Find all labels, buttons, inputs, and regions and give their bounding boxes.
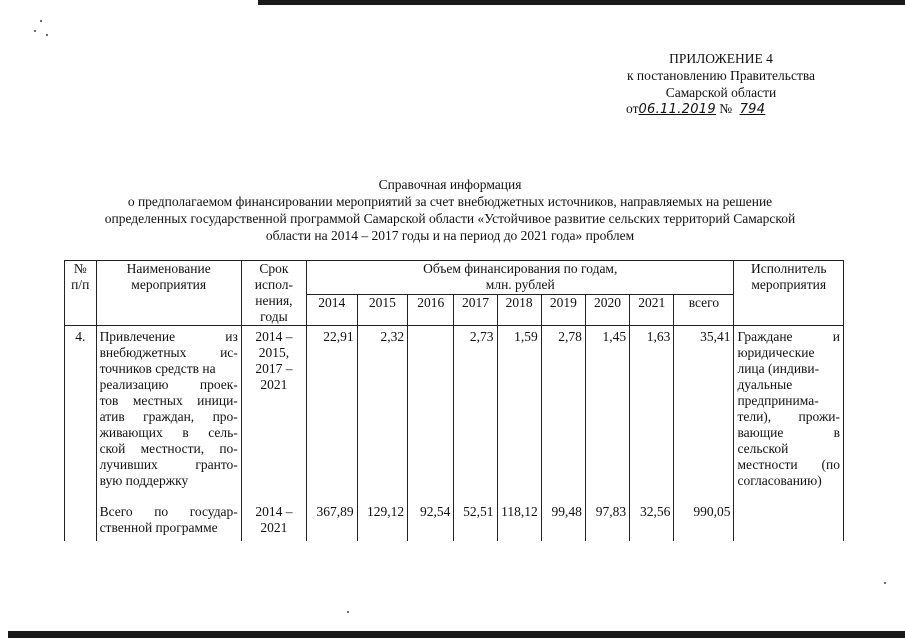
row-name-line: Привлечение из xyxy=(99,329,238,344)
total-exec xyxy=(734,497,844,541)
row-term-line: 2017 – xyxy=(255,361,293,376)
row-name-line: атив граждан, про- xyxy=(99,409,238,424)
year-2019: 2019 xyxy=(541,294,585,325)
header-name-l1: Наименование xyxy=(126,261,211,276)
year-2016: 2016 xyxy=(408,294,454,325)
row-exec xyxy=(734,326,844,498)
appendix-title: ПРИЛОЖЕНИЕ 4 xyxy=(669,51,773,66)
year-2018: 2018 xyxy=(497,294,541,325)
appendix-date-line xyxy=(626,101,791,117)
scan-speck xyxy=(884,582,886,584)
header-volume xyxy=(307,261,734,295)
row-term xyxy=(241,326,306,498)
header-volume-l2: млн. рублей xyxy=(485,277,555,292)
handwritten-number: 794 xyxy=(739,102,766,117)
total-2017: 52,51 xyxy=(454,497,497,541)
total-2021: 32,56 xyxy=(630,497,674,541)
row-exec-line: дуальные xyxy=(737,377,793,392)
date-prefix: от xyxy=(626,101,639,116)
scan-speck xyxy=(34,30,36,32)
value-2017: 2,73 xyxy=(454,326,497,498)
row-exec-line: сельской xyxy=(737,441,789,456)
row-exec-line: вающие в xyxy=(737,425,840,440)
row-exec-line: тели), прожи- xyxy=(737,409,840,424)
row-exec-line: согласованию) xyxy=(737,473,822,488)
year-2020: 2020 xyxy=(585,294,629,325)
total-term xyxy=(241,497,306,541)
header-name xyxy=(96,261,241,326)
value-2021: 1,63 xyxy=(630,326,674,498)
row-exec-line: юридические xyxy=(737,345,815,360)
total-2020: 97,83 xyxy=(585,497,629,541)
year-2021: 2021 xyxy=(630,294,674,325)
appendix-line2: Самарской области xyxy=(665,85,777,100)
total-2019: 99,48 xyxy=(541,497,585,541)
row-name xyxy=(96,326,241,498)
total-2018: 118,12 xyxy=(497,497,541,541)
value-2014: 22,91 xyxy=(307,326,358,498)
row-exec-line: местности (по xyxy=(737,457,840,472)
header-term-l2: испол- xyxy=(254,277,294,292)
row-name-line: ской местности, по- xyxy=(99,441,238,456)
year-2015: 2015 xyxy=(357,294,408,325)
table-row xyxy=(65,326,844,498)
total-term-line: 2014 – xyxy=(255,504,293,519)
heading-line1: Справочная информация xyxy=(378,177,522,192)
header-name-l2: мероприятия xyxy=(131,277,207,292)
appendix-line1: к постановлению Правительства xyxy=(626,68,816,83)
row-exec-line: предпринима- xyxy=(737,393,819,408)
total-term-line: 2021 xyxy=(260,520,288,535)
row-name-line: внебюджетных ис- xyxy=(99,345,238,360)
header-exec-l1: Исполнитель xyxy=(750,261,827,276)
heading-line2: о предполагаемом финансировании мероприятий за счет внебюджетных источников, направляемых на решение xyxy=(127,194,773,209)
header-term xyxy=(241,261,306,326)
header-num-l2: п/п xyxy=(71,277,90,292)
total-sum: 990,05 xyxy=(674,497,734,541)
appendix-block xyxy=(596,50,846,101)
scan-top-border xyxy=(258,0,905,5)
row-term-line: 2021 xyxy=(260,377,288,392)
handwritten-date: 06.11.2019 xyxy=(638,102,716,117)
table-header-row xyxy=(65,261,844,295)
row-name-line: реализацию проек- xyxy=(99,377,238,392)
document-heading xyxy=(40,176,860,244)
row-term-line: 2015, xyxy=(258,345,290,360)
table-total-row xyxy=(65,497,844,541)
year-2017: 2017 xyxy=(454,294,497,325)
header-num-l1: № xyxy=(73,261,87,276)
value-2018: 1,59 xyxy=(497,326,541,498)
row-exec-line: лица (индиви- xyxy=(737,361,820,376)
value-2016 xyxy=(408,326,454,498)
header-term-l1: Срок xyxy=(259,261,289,276)
total-name xyxy=(96,497,241,541)
row-name-line: лучивших гранто- xyxy=(99,457,238,472)
total-2014: 367,89 xyxy=(307,497,358,541)
header-term-l4: годы xyxy=(260,309,288,324)
year-2014: 2014 xyxy=(307,294,358,325)
scan-bottom-border xyxy=(8,631,905,638)
header-term-l3: нения, xyxy=(255,293,293,308)
row-exec-line: Граждане и xyxy=(737,329,840,344)
row-name-line: живающих в сель- xyxy=(99,425,238,440)
scan-speck xyxy=(40,20,42,22)
header-num xyxy=(65,261,97,326)
financing-table xyxy=(64,260,844,541)
total-2015: 129,12 xyxy=(357,497,408,541)
total-2016: 92,54 xyxy=(408,497,454,541)
value-2015: 2,32 xyxy=(357,326,408,498)
total-num xyxy=(65,497,97,541)
value-2020: 1,45 xyxy=(585,326,629,498)
row-name-line: точников средств на xyxy=(99,361,216,376)
total-name-line: Всего по государ- xyxy=(99,504,238,519)
value-2019: 2,78 xyxy=(541,326,585,498)
row-name-line: вую поддержку xyxy=(99,473,189,488)
header-exec-l2: мероприятия xyxy=(751,277,827,292)
row-name-line: тов местных иници- xyxy=(99,393,238,408)
scan-speck xyxy=(46,34,48,36)
header-volume-l1: Объем финансирования по годам, xyxy=(423,261,618,276)
header-exec xyxy=(734,261,844,326)
total-name-line: ственной программе xyxy=(99,520,218,535)
row-num: 4. xyxy=(65,326,97,498)
row-term-line: 2014 – xyxy=(255,329,293,344)
year-total: всего xyxy=(674,294,734,325)
heading-line4: области на 2014 – 2017 годы и на период до 2021 года» проблем xyxy=(265,228,635,243)
heading-line3: определенных государственной программой Самарской области «Устойчивое развитие сельских территорий Самарской xyxy=(104,211,796,226)
number-prefix: № xyxy=(719,101,733,116)
value-total: 35,41 xyxy=(674,326,734,498)
scan-speck xyxy=(347,611,349,613)
